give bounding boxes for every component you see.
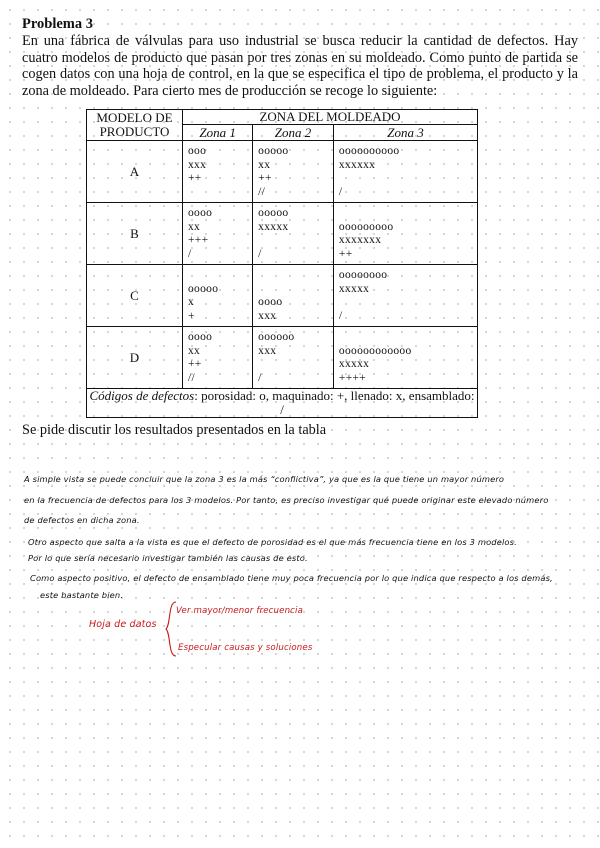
tally-line xyxy=(258,283,329,297)
table-row-c xyxy=(87,265,478,327)
tally-line: / xyxy=(188,247,192,260)
tally-line: oooo xyxy=(258,296,283,308)
tally-line: xxx xyxy=(258,309,277,322)
answer-p3-line1: Como aspecto positivo, el defecto de ensamblado tiene muy poca frecuencia por lo que indica que respecto a los demás, xyxy=(30,573,553,583)
tally-line-bottom: / xyxy=(338,186,343,198)
tally-cell-c-z2 xyxy=(253,265,334,327)
answer-p1-line1: A simple vista se puede concluir que la zona 3 es la más “conflictiva”, ya que es la que tiene un mayor número xyxy=(24,474,505,484)
tally-line: oooo xyxy=(188,207,213,219)
notes-item-1: Ver mayor/menor frecuencia xyxy=(176,606,303,616)
tally-cell-a-z1 xyxy=(183,141,253,203)
zone-2-header: Zona 2 xyxy=(253,125,334,141)
tally-line: ++ xyxy=(338,247,353,260)
tally-line-bottom: / xyxy=(258,248,262,260)
tally-cell-b-z3 xyxy=(333,203,477,265)
model-header xyxy=(87,110,183,141)
tally-cell-d-z3 xyxy=(333,327,477,389)
tally-line: xxxxxxx xyxy=(338,234,382,246)
problem-block xyxy=(22,16,578,99)
tally-line xyxy=(258,269,329,283)
model-cell: D xyxy=(87,327,183,389)
tally-line: xxx xyxy=(258,344,277,357)
tally-cell-d-z2 xyxy=(253,327,334,389)
problem-title: Problema 3 xyxy=(22,16,94,32)
tally-line: oooooooooooo xyxy=(338,344,412,357)
zone-group-header: ZONA DEL MOLDEADO xyxy=(183,110,478,125)
tally-line: xxxxx xyxy=(338,282,370,295)
table-row-a xyxy=(87,141,478,203)
tally-line: oooo xyxy=(188,331,213,343)
defect-codes-label: Códigos de defectos xyxy=(89,388,195,403)
tally-line: ooooooooo xyxy=(338,220,394,233)
tally-line: x xyxy=(188,296,195,308)
table-row-d xyxy=(87,327,478,389)
check-sheet-table xyxy=(86,109,478,418)
tally-cell-d-z1 xyxy=(183,327,253,389)
tally-line: ++ xyxy=(258,172,272,184)
tally-cell-c-z3 xyxy=(333,265,477,327)
answer-p2-line1: Otro aspecto que salta a la vista es que el defecto de porosidad es el que más frecuencia tiene en los 3 modelos. xyxy=(28,537,517,547)
zone-3-header: Zona 3 xyxy=(333,125,477,141)
tally-line: xxxxx xyxy=(338,358,370,370)
tally-line: // xyxy=(258,185,266,198)
model-header-line1: MODELO DE xyxy=(96,110,173,125)
question-prompt: Se pide discutir los resultados presentados en la tabla xyxy=(22,422,327,438)
defect-codes-text: : porosidad: o, maquinado: +, llenado: x, ensamblado: / xyxy=(194,388,475,417)
tally-line: ooooo xyxy=(258,207,289,219)
tally-cell-b-z2 xyxy=(253,203,334,265)
tally-line: ++ xyxy=(188,358,202,370)
tally-line: ooooo xyxy=(188,282,219,295)
tally-line: xxxxx xyxy=(258,220,289,233)
tally-line: + xyxy=(188,309,195,322)
tally-line: oooooooo xyxy=(338,269,388,281)
tally-line: xx xyxy=(258,158,271,171)
tally-cell-b-z1 xyxy=(183,203,253,265)
defect-codes-legend xyxy=(87,389,478,418)
answer-p1-line3: de defectos en dicha zona. xyxy=(24,515,140,525)
tally-line xyxy=(339,207,473,221)
tally-line: oooooooooo xyxy=(338,145,400,157)
tally-line: xx xyxy=(188,220,201,233)
tally-line: ooooo xyxy=(258,145,289,157)
notes-label: Hoja de datos xyxy=(89,619,157,630)
tally-line: ooo xyxy=(188,145,207,157)
tally-cell-c-z1 xyxy=(183,265,253,327)
tally-line: xx xyxy=(188,344,201,357)
answer-p1-line2: en la frecuencia de defectos para los 3 modelos. Por tanto, es preciso investigar qué puede originar este elevado número xyxy=(24,495,549,505)
tally-line: xxxxxx xyxy=(338,158,376,171)
tally-cell-a-z3 xyxy=(333,141,477,203)
zone-1-header: Zona 1 xyxy=(183,125,253,141)
tally-line-bottom: / xyxy=(258,372,262,384)
tally-line xyxy=(339,331,473,345)
model-cell: C xyxy=(87,265,183,327)
model-header-line2: PRODUCTO xyxy=(99,124,170,139)
tally-cell-a-z2 xyxy=(253,141,334,203)
tally-line: ++ xyxy=(188,172,202,184)
notes-item-2: Especular causas y soluciones xyxy=(178,643,313,653)
model-cell: A xyxy=(87,141,183,203)
tally-line xyxy=(188,269,248,283)
tally-line: +++ xyxy=(188,234,209,246)
tally-line-bottom: / xyxy=(338,310,343,322)
answer-p3-line2: este bastante bien. xyxy=(40,590,124,600)
table-row-b xyxy=(87,203,478,265)
answer-p2-line2: Por lo que sería necesario investigar también las causas de esto. xyxy=(28,553,308,563)
problem-statement: En una fábrica de válvulas para uso industrial se busca reducir la cantidad de defectos. Hay cuatro modelos de producto que pasan por tres zonas en su moldeado. Como punto de partida se cogen datos con una hoja de control, en la que se especifica el tipo de problema, el producto y la zona de moldeado. Para cierto mes de producción se recoge lo siguiente: xyxy=(22,33,578,99)
model-cell: B xyxy=(87,203,183,265)
tally-line: oooooo xyxy=(258,331,295,343)
tally-line: // xyxy=(188,371,195,384)
tally-line: ++++ xyxy=(338,371,367,384)
tally-line: xxx xyxy=(188,158,207,171)
